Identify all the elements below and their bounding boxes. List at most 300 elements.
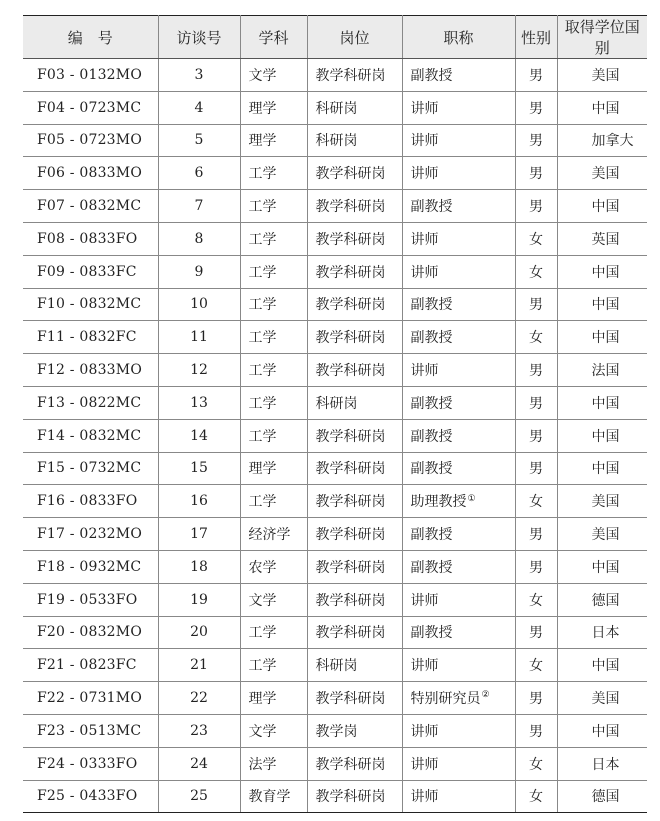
cell-interview-no-text: 8 [194, 230, 204, 247]
cell-subject-text: 工学 [248, 363, 277, 380]
cell-sex [515, 222, 557, 255]
table-row [23, 616, 647, 649]
cell-subject [240, 91, 307, 124]
cell-interview-no-text: 4 [194, 99, 204, 116]
cell-code [23, 157, 158, 190]
cell-subject-text: 文学 [248, 592, 277, 609]
cell-interview-no [158, 452, 240, 485]
cell-interview-no-text: 16 [190, 493, 208, 510]
cell-post [307, 780, 402, 813]
cell-code-text: F03 - 0132MO [37, 66, 143, 83]
cell-interview-no [158, 616, 240, 649]
cell-post [307, 616, 402, 649]
table-row [23, 485, 647, 518]
cell-code-text: F17 - 0232MO [37, 526, 143, 543]
cell-post-text: 科研岗 [315, 133, 358, 150]
cell-title-text: 讲师 [410, 264, 439, 281]
cell-title-text: 讲师 [410, 592, 439, 609]
cell-degree-country-text: 中国 [591, 461, 620, 478]
cell-subject [240, 485, 307, 518]
table-row [23, 59, 647, 92]
cell-interview-no [158, 59, 240, 92]
cell-degree-country [557, 419, 647, 452]
cell-interview-no [158, 190, 240, 223]
table-body [23, 59, 647, 813]
cell-degree-country-text: 英国 [591, 231, 620, 248]
cell-degree-country [557, 583, 647, 616]
cell-interview-no [158, 419, 240, 452]
cell-title-text: 副教授 [410, 199, 453, 216]
cell-post [307, 190, 402, 223]
cell-degree-country [557, 222, 647, 255]
cell-code [23, 288, 158, 321]
cell-code-text: F15 - 0732MC [37, 460, 142, 477]
cell-code [23, 714, 158, 747]
cell-degree-country-text: 中国 [591, 428, 620, 445]
cell-title-text: 讲师 [410, 658, 439, 675]
cell-code [23, 419, 158, 452]
cell-sex [515, 747, 557, 780]
cell-subject-text: 教育学 [248, 789, 291, 806]
table-row [23, 288, 647, 321]
cell-degree-country-text: 美国 [591, 494, 620, 511]
footnote-marker: ② [481, 690, 490, 701]
cell-subject [240, 714, 307, 747]
cell-sex [515, 714, 557, 747]
cell-title-text: 副教授 [410, 395, 453, 412]
cell-sex-text: 女 [529, 756, 543, 773]
cell-degree-country [557, 682, 647, 715]
cell-post-text: 教学科研岗 [315, 297, 386, 314]
cell-interview-no-text: 5 [194, 132, 204, 149]
cell-title-text: 副教授 [410, 625, 453, 642]
cell-subject [240, 452, 307, 485]
document-page [23, 15, 647, 813]
cell-sex-text: 男 [529, 67, 543, 84]
cell-sex-text: 女 [529, 264, 543, 281]
cell-degree-country [557, 747, 647, 780]
cell-interview-no-text: 20 [190, 624, 208, 641]
cell-sex-text: 男 [529, 461, 543, 478]
cell-code [23, 321, 158, 354]
cell-sex-text: 男 [529, 199, 543, 216]
cell-sex-text: 男 [529, 363, 543, 380]
cell-post-text: 教学科研岗 [315, 559, 386, 576]
cell-sex [515, 59, 557, 92]
cell-title [402, 222, 515, 255]
cell-interview-no-text: 6 [194, 165, 204, 182]
table-row [23, 354, 647, 387]
cell-subject-text: 经济学 [248, 527, 291, 544]
cell-subject [240, 255, 307, 288]
cell-post [307, 288, 402, 321]
cell-subject [240, 616, 307, 649]
table-row [23, 91, 647, 124]
cell-code-text: F19 - 0533FO [37, 591, 138, 608]
cell-sex [515, 452, 557, 485]
cell-code [23, 682, 158, 715]
cell-interview-no [158, 354, 240, 387]
cell-subject-text: 工学 [248, 231, 277, 248]
cell-sex-text: 女 [529, 592, 543, 609]
cell-title-text: 讲师 [410, 100, 439, 117]
header-degree-country: 取得学位国别 [557, 16, 647, 59]
cell-code-text: F25 - 0433FO [37, 788, 138, 805]
cell-subject-text: 工学 [248, 625, 277, 642]
cell-title-text: 讲师 [410, 133, 439, 150]
cell-interview-no [158, 288, 240, 321]
cell-subject-text: 工学 [248, 658, 277, 675]
cell-subject [240, 321, 307, 354]
header-post: 岗位 [307, 16, 402, 59]
cell-sex-text: 女 [529, 330, 543, 347]
cell-sex-text: 男 [529, 723, 543, 740]
cell-degree-country [557, 616, 647, 649]
cell-sex [515, 518, 557, 551]
cell-degree-country-text: 中国 [591, 658, 620, 675]
cell-degree-country-text: 法国 [591, 363, 620, 380]
cell-title [402, 780, 515, 813]
cell-interview-no [158, 157, 240, 190]
cell-title [402, 321, 515, 354]
cell-title [402, 255, 515, 288]
cell-degree-country [557, 59, 647, 92]
cell-sex-text: 男 [529, 625, 543, 642]
cell-subject [240, 190, 307, 223]
cell-title-text: 讲师 [410, 363, 439, 380]
cell-interview-no [158, 714, 240, 747]
cell-sex [515, 550, 557, 583]
cell-post-text: 教学科研岗 [315, 231, 386, 248]
cell-interview-no-text: 19 [190, 591, 208, 608]
cell-title-text: 副教授 [410, 527, 453, 544]
cell-title [402, 386, 515, 419]
cell-degree-country [557, 714, 647, 747]
cell-degree-country-text: 中国 [591, 100, 620, 117]
table-row [23, 518, 647, 551]
cell-title [402, 452, 515, 485]
cell-degree-country-text: 中国 [591, 297, 620, 314]
cell-interview-no [158, 649, 240, 682]
cell-subject [240, 419, 307, 452]
cell-degree-country [557, 780, 647, 813]
cell-code-text: F09 - 0833FC [37, 263, 137, 280]
cell-title [402, 288, 515, 321]
cell-code [23, 255, 158, 288]
cell-post-text: 教学科研岗 [315, 789, 386, 806]
cell-post [307, 157, 402, 190]
cell-sex [515, 321, 557, 354]
cell-title [402, 157, 515, 190]
cell-sex-text: 女 [529, 494, 543, 511]
header-code: 编 号 [23, 16, 158, 59]
cell-sex [515, 682, 557, 715]
cell-post [307, 583, 402, 616]
cell-code-text: F22 - 0731MO [37, 690, 143, 707]
cell-title [402, 682, 515, 715]
cell-post [307, 714, 402, 747]
cell-title [402, 354, 515, 387]
table-row [23, 190, 647, 223]
cell-subject [240, 59, 307, 92]
cell-post [307, 550, 402, 583]
cell-post [307, 419, 402, 452]
cell-interview-no [158, 583, 240, 616]
header-sex: 性别 [515, 16, 557, 59]
table-row [23, 386, 647, 419]
cell-interview-no-text: 11 [190, 329, 208, 346]
cell-subject-text: 文学 [248, 67, 277, 84]
cell-post-text: 科研岗 [315, 100, 358, 117]
cell-code-text: F05 - 0723MO [37, 132, 143, 149]
cell-title [402, 550, 515, 583]
cell-sex-text: 男 [529, 691, 543, 708]
header-subject: 学科 [240, 16, 307, 59]
cell-interview-no-text: 7 [194, 198, 204, 215]
cell-post-text: 教学科研岗 [315, 592, 386, 609]
cell-title-text: 特别研究员 [410, 691, 481, 708]
cell-post [307, 124, 402, 157]
cell-post-text: 教学科研岗 [315, 330, 386, 347]
cell-post [307, 255, 402, 288]
cell-interview-no [158, 747, 240, 780]
cell-subject [240, 780, 307, 813]
table-row [23, 682, 647, 715]
cell-code-text: F20 - 0832MO [37, 624, 143, 641]
cell-sex-text: 男 [529, 527, 543, 544]
cell-title [402, 91, 515, 124]
cell-post [307, 649, 402, 682]
cell-degree-country-text: 美国 [591, 166, 620, 183]
cell-subject [240, 386, 307, 419]
cell-sex-text: 女 [529, 658, 543, 675]
cell-subject-text: 工学 [248, 330, 277, 347]
cell-post-text: 教学科研岗 [315, 166, 386, 183]
cell-post [307, 354, 402, 387]
table-row [23, 583, 647, 616]
cell-code-text: F04 - 0723MC [37, 99, 142, 116]
table-row [23, 780, 647, 813]
cell-degree-country [557, 124, 647, 157]
cell-post-text: 教学岗 [315, 723, 358, 740]
cell-sex [515, 157, 557, 190]
cell-subject-text: 农学 [248, 559, 277, 576]
cell-degree-country [557, 91, 647, 124]
cell-degree-country [557, 321, 647, 354]
interviewee-table [23, 15, 647, 813]
cell-post [307, 452, 402, 485]
cell-code [23, 616, 158, 649]
cell-title-text: 讲师 [410, 789, 439, 806]
cell-title [402, 616, 515, 649]
cell-sex [515, 419, 557, 452]
cell-code [23, 386, 158, 419]
cell-sex [515, 190, 557, 223]
table-row [23, 321, 647, 354]
cell-code [23, 747, 158, 780]
cell-interview-no [158, 518, 240, 551]
cell-interview-no [158, 485, 240, 518]
cell-sex-text: 男 [529, 100, 543, 117]
cell-post [307, 682, 402, 715]
cell-degree-country-text: 日本 [591, 756, 620, 773]
cell-subject-text: 工学 [248, 166, 277, 183]
cell-post [307, 222, 402, 255]
cell-interview-no-text: 12 [190, 362, 208, 379]
cell-subject-text: 理学 [248, 100, 277, 117]
cell-sex-text: 女 [529, 231, 543, 248]
cell-post-text: 教学科研岗 [315, 199, 386, 216]
cell-post [307, 518, 402, 551]
cell-post-text: 教学科研岗 [315, 756, 386, 773]
cell-sex-text: 男 [529, 133, 543, 150]
cell-degree-country [557, 354, 647, 387]
cell-title-text: 助理教授 [410, 494, 467, 511]
cell-degree-country-text: 美国 [591, 691, 620, 708]
cell-interview-no-text: 24 [190, 755, 208, 772]
header-title: 职称 [402, 16, 515, 59]
cell-interview-no-text: 10 [190, 296, 208, 313]
cell-subject-text: 工学 [248, 494, 277, 511]
cell-code [23, 190, 158, 223]
cell-interview-no-text: 23 [190, 722, 208, 739]
cell-degree-country-text: 中国 [591, 559, 620, 576]
cell-interview-no-text: 14 [190, 427, 208, 444]
cell-code [23, 124, 158, 157]
cell-sex [515, 288, 557, 321]
table-row [23, 255, 647, 288]
cell-title-text: 讲师 [410, 756, 439, 773]
cell-interview-no-text: 3 [194, 66, 204, 83]
cell-post-text: 教学科研岗 [315, 527, 386, 544]
cell-title-text: 副教授 [410, 428, 453, 445]
table-row [23, 124, 647, 157]
cell-subject [240, 649, 307, 682]
cell-sex-text: 男 [529, 395, 543, 412]
cell-code-text: F13 - 0822MC [37, 394, 142, 411]
table-row [23, 452, 647, 485]
cell-interview-no-text: 25 [190, 788, 208, 805]
cell-subject [240, 288, 307, 321]
cell-sex [515, 780, 557, 813]
table-row [23, 419, 647, 452]
cell-subject [240, 550, 307, 583]
cell-interview-no [158, 91, 240, 124]
cell-post-text: 教学科研岗 [315, 428, 386, 445]
cell-code-text: F24 - 0333FO [37, 755, 138, 772]
cell-title [402, 714, 515, 747]
cell-interview-no-text: 15 [190, 460, 208, 477]
cell-subject [240, 222, 307, 255]
cell-code-text: F07 - 0832MC [37, 198, 142, 215]
footnote-marker: ① [467, 493, 476, 504]
cell-sex [515, 255, 557, 288]
cell-subject-text: 工学 [248, 428, 277, 445]
cell-post-text: 科研岗 [315, 395, 358, 412]
cell-post-text: 教学科研岗 [315, 494, 386, 511]
cell-sex [515, 616, 557, 649]
cell-interview-no-text: 13 [190, 394, 208, 411]
table-row [23, 157, 647, 190]
cell-sex [515, 649, 557, 682]
cell-title [402, 419, 515, 452]
cell-degree-country-text: 美国 [591, 527, 620, 544]
cell-post-text: 教学科研岗 [315, 461, 386, 478]
cell-subject-text: 理学 [248, 133, 277, 150]
cell-degree-country-text: 美国 [591, 67, 620, 84]
cell-subject [240, 682, 307, 715]
cell-code [23, 59, 158, 92]
cell-degree-country-text: 中国 [591, 395, 620, 412]
cell-code-text: F16 - 0833FO [37, 493, 138, 510]
cell-interview-no [158, 255, 240, 288]
header-interview-no: 访谈号 [158, 16, 240, 59]
cell-degree-country [557, 452, 647, 485]
cell-degree-country [557, 157, 647, 190]
cell-code [23, 354, 158, 387]
cell-code-text: F10 - 0832MC [37, 296, 142, 313]
table-row [23, 550, 647, 583]
cell-sex-text: 男 [529, 166, 543, 183]
cell-code [23, 583, 158, 616]
table-row [23, 714, 647, 747]
cell-title-text: 讲师 [410, 723, 439, 740]
cell-title-text: 讲师 [410, 166, 439, 183]
cell-post [307, 485, 402, 518]
cell-subject [240, 354, 307, 387]
cell-title [402, 583, 515, 616]
cell-subject [240, 518, 307, 551]
cell-interview-no [158, 124, 240, 157]
cell-degree-country-text: 德国 [591, 789, 620, 806]
cell-post [307, 91, 402, 124]
cell-title-text: 副教授 [410, 297, 453, 314]
cell-subject-text: 文学 [248, 723, 277, 740]
cell-degree-country [557, 550, 647, 583]
cell-subject-text: 法学 [248, 756, 277, 773]
cell-degree-country [557, 518, 647, 551]
cell-degree-country [557, 255, 647, 288]
cell-subject-text: 工学 [248, 395, 277, 412]
cell-interview-no-text: 21 [190, 657, 208, 674]
cell-subject-text: 工学 [248, 297, 277, 314]
cell-title [402, 190, 515, 223]
cell-subject-text: 理学 [248, 461, 277, 478]
cell-code [23, 452, 158, 485]
cell-sex-text: 男 [529, 559, 543, 576]
cell-subject-text: 工学 [248, 199, 277, 216]
cell-interview-no [158, 780, 240, 813]
cell-code-text: F06 - 0833MO [37, 165, 143, 182]
cell-code [23, 485, 158, 518]
cell-interview-no-text: 22 [190, 690, 208, 707]
cell-code [23, 780, 158, 813]
cell-interview-no [158, 222, 240, 255]
cell-sex [515, 386, 557, 419]
cell-degree-country-text: 加拿大 [591, 133, 634, 150]
cell-subject [240, 157, 307, 190]
cell-post [307, 386, 402, 419]
cell-code [23, 91, 158, 124]
cell-sex [515, 354, 557, 387]
cell-post [307, 59, 402, 92]
cell-interview-no [158, 321, 240, 354]
cell-degree-country [557, 386, 647, 419]
cell-code [23, 518, 158, 551]
cell-title [402, 649, 515, 682]
cell-post [307, 747, 402, 780]
cell-degree-country [557, 190, 647, 223]
